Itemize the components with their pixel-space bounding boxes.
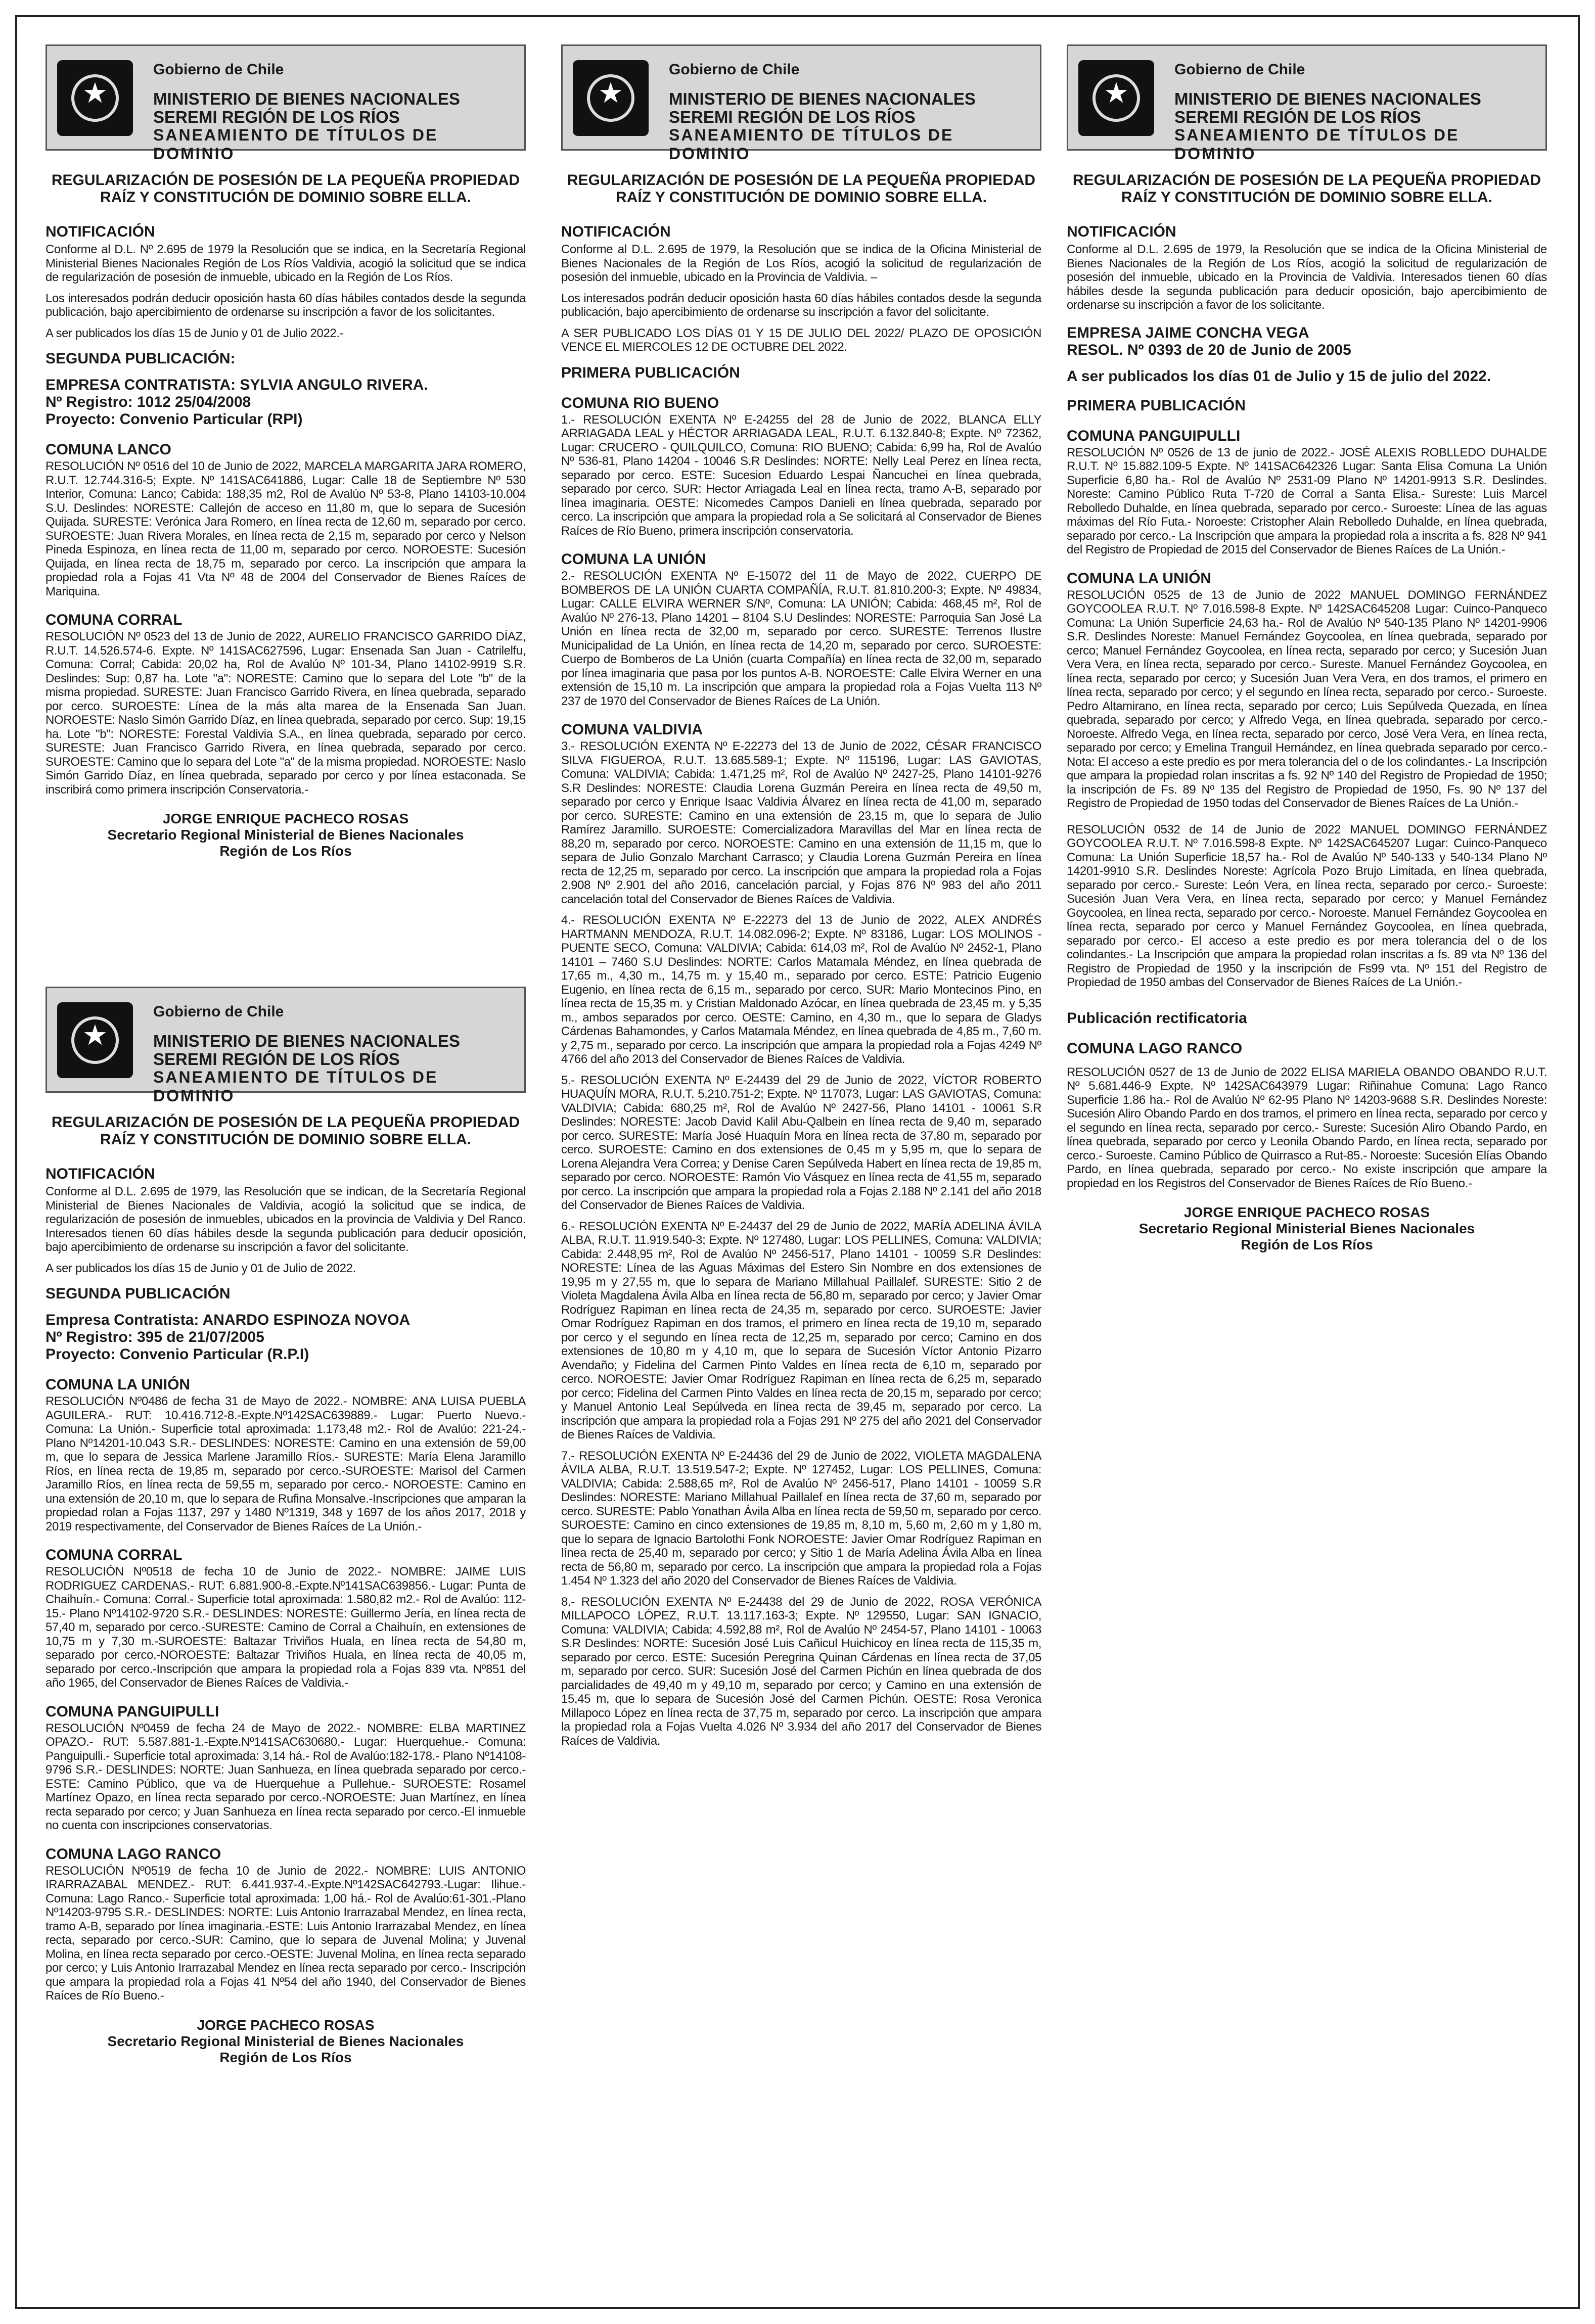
column-2 [561, 44, 1041, 1755]
dates-text: A ser publicados los días 15 de Junio y 01 de Julio 2022.- [45, 326, 344, 340]
publication-heading: PRIMERA PUBLICACIÓN [561, 364, 740, 381]
column-1-top [45, 44, 526, 859]
publication-heading: PRIMERA PUBLICACIÓN [1067, 397, 1246, 414]
gov-header [45, 987, 526, 1105]
notif-text: Conforme al D.L. 2.695 de 1979, las Resolución que se indican, de la Secretaría Regional Ministerial de Bienes Nacionales de Valdivia, acogió la solicitud que se indica, de regularización de posesión de inmuebles, ubicados en la provincia de Valdivia y Del Ranco. Interesados tienen 60 días hábiles desde la segunda publicación para deducir oposición, bajo apercibimiento de ordenarse su inscripción a favor del solicitante. [45, 1185, 526, 1254]
resolution-text: RESOLUCIÓN Nº 0523 del 13 de Junio de 2022, AURELIO FRANCISCO GARRIDO DÍAZ, R.U.T. 14.526.574-6. Expte. Nº 141SAC627596, Lugar: Ensenada San Juan - Catrilelfu, Comuna: Corral; Cabida: 20,02 ha, Rol de Avalúo Nº 101-34, Plano 14102-9919 S.R. Deslindes: Sup: 0,87 ha. Lote "a": NORESTE: Camino que lo separa del Lote "b" de la misma propiedad. SURESTE: Juan Francisco Garrido Rivera, en línea quebrada, separado por cerco. SUROESTE: Línea de la más alta marea de la Ensenada San Juan. NOROESTE: Naslo Simón Garrido Díaz, en línea quebrada, separado por cerco. Sup: 19,15 ha. Lote "b": NORESTE: Forestal Valdivia S.A., en línea quebrada, separado por cerco. SURESTE: Juan Francisco Garrido Rivera, en línea quebrada, separado por cerco. SUROESTE: Camino que lo separa del Lote "a" de la misma propiedad. NOROESTE: Naslo Simón Garrido Díaz, en línea quebrada, separado por cerco y por línea estaconada. Se inscribirá como primera inscripción Conservatoria.- [45, 630, 526, 797]
contractor-registry: Nº Registro: 395 de 21/07/2005 [45, 1329, 264, 1345]
oposicion-text: Los interesados podrán deducir oposición hasta 60 días hábiles contados desde la segunda publicación, bajo apercibimiento de ordenarse su inscripción a favor del solicitante. [561, 291, 1041, 319]
notif-heading: NOTIFICACIÓN [561, 223, 671, 240]
comuna-heading: COMUNA LA UNIÓN [561, 551, 706, 568]
publication-heading: SEGUNDA PUBLICACIÓN [45, 1285, 231, 1302]
resolution-text: RESOLUCIÓN 0525 de 13 de Junio de 2022 MANUEL DOMINGO FERNÁNDEZ GOYCOOLEA R.U.T. Nº 7.016.598-8 Expte. Nº 142SAC645208 Lugar: Cuinco-Panqueco Comuna: La Unión Superficie 24,63 ha.- Rol de Avalúo Nº 540-135 Plano Nº 14201-9906 S.R. Deslindes Noreste: Manuel Fernández Goycoolea, en línea quebrada, separado por cerco; Manuel Fernández Goycoolea, en línea recta, separado por cerco; y Sucesión Juan Vera Vera, en línea recta, separado por cerco.- Sureste. Manuel Fernández Goycoolea, en línea recta, separado por cerco; y Sucesión Juan Vera Vera, en dos tramos, el primero en línea recta, separado por cerco; y el segundo en línea recta, separado por cerco.- Suroeste. Pedro Altamirano, en línea recta, separado por cerco; Luis Sepúlveda Quezada, en línea quebrada, separado por cerco; y Alfredo Vega, en línea quebrada, separado por cerco.- Noroeste. Alfredo Vega, en línea recta, separado por cerco, José Vera Vera, en línea recta, separado por cerco; y Emelina Tranguil Hernández, en línea quebrada separado por cerco.- Nota: El acceso a este predio es por mera tolerancia del o de los colindantes.- La Inscripción que ampara la propiedad rolan inscritas a fs. 92 Nº 140 del Registro de Propiedad de 1950; la inscripción de Fs. 89 Nº 135 del Registro de Propiedad de 1950, Fs. 90 Nº 137 del Registro de Propiedad de 1950 todas del Conservador de Bienes Raíces de La Unión.- [1067, 588, 1547, 810]
contractor-name: Empresa Contratista: ANARDO ESPINOZA NOVOA [45, 1312, 411, 1328]
gov-label: Gobierno de Chile [153, 61, 284, 78]
signer-name: JORGE ENRIQUE PACHECO ROSAS [162, 811, 409, 826]
signer-title: Secretario Regional Ministerial de Bienes Nacionales [107, 827, 464, 843]
ministry-label: MINISTERIO DE BIENES NACIONALES [153, 1032, 460, 1050]
comuna-heading: COMUNA VALDIVIA [561, 721, 703, 738]
gov-header [561, 44, 1041, 163]
comuna-heading: COMUNA CORRAL [45, 612, 183, 628]
signer-title: Secretario Regional Ministerial de Bienes Nacionales [107, 2033, 464, 2049]
notice-title: REGULARIZACIÓN DE POSESIÓN DE LA PEQUEÑA PROPIEDAD RAÍZ Y CONSTITUCIÓN DE DOMINIO SOBRE ELLA. [51, 1114, 520, 1148]
signer-region: Región de Los Ríos [219, 843, 352, 859]
comuna-heading: COMUNA PANGUIPULLI [1067, 427, 1241, 444]
notif-text: Conforme al D.L. 2.695 de 1979, la Resolución que se indica de la Oficina Ministerial de Bienes Nacionales de la Región de Los Ríos, acogió la solicitud de regularización de posesión del inmueble, ubicado en la Provincia de Valdivia. – [561, 243, 1041, 284]
resolution-text: 4.- RESOLUCIÓN EXENTA Nº E-22273 del 13 de Junio de 2022, ALEX ANDRÉS HARTMANN MENDOZA, R.U.T. 14.082.096-2; Expte. Nº 83186, Lugar: LOS MOLINOS - PUENTE SECO, Comuna: VALDIVIA; Cabida: 614,03 m², Rol de Avalúo Nº 2452-1, Plano 14101 – 7460 S.U Deslindes: NORTE: Carlos Matamala Méndez, en línea quebrada de 17,65 m., 4,30 m., 14,75 m. y 15,40 m., separado por cerco. ESTE: Patricio Eugenio Eugenio, en línea recta de 6,15 m., separado por cerco. SUR: Mario Montecinos Pino, en línea recta de 15,35 m. y Cristian Maldonado Azócar, en línea quebrada de 23,45 m. y 5,35 m., ambos separados por cerco. OESTE: Camino, en 4,30 m., que lo separa de Gladys Cárdenas Bahamondes, y Carlos Matamala Méndez, en línea quebrada de 4,85 m., 7,60 m. y 2,75 m., separado por cerco. La inscripción que ampara la propiedad rola a Fojas 4249 Nº 4766 del año 2013 del Conservador de Bienes Raíces de Valdivia. [561, 913, 1041, 1066]
signer-name: JORGE PACHECO ROSAS [197, 2017, 375, 2033]
contractor-project: Proyecto: Convenio Particular (RPI) [45, 411, 303, 428]
resolution-text: 1.- RESOLUCIÓN EXENTA Nº E-24255 del 28 de Junio de 2022, BLANCA ELLY ARRIAGADA LEAL y HÉCTOR ARRIAGADA LEAL, R.U.T. 6.132.840-8; Expte. Nº 72362, Lugar: CRUCERO - QUILQUILCO, Comuna: RIO BUENO; Cabida: 6,99 ha, Rol de Avalúo Nº 536-81, Plano 14204 - 10046 S.R Deslindes: NORTE: Nelly Leal Perez en línea recta, separado por cerco. ESTE: Sucesion Eduardo Lespai Ñancuchei en línea quebrada, separado por cerco. SUR: Hector Arriagada Leal en línea recta, tramo A-B, separado por línea imaginaria. OESTE: Nicomedes Campos Danieli en línea quebrada, separado por cerco. La inscripción que ampara la propiedad rola a Se solicitará al Conservador de Bienes Raíces de Río Bueno, primera inscripción conservatoria. [561, 412, 1041, 538]
signature-block [1067, 1204, 1547, 1253]
comuna-heading: COMUNA LA UNIÓN [1067, 570, 1212, 587]
comuna-heading: COMUNA LAGO RANCO [45, 1845, 221, 1863]
gov-label: Gobierno de Chile [669, 61, 800, 78]
notif-heading: NOTIFICACIÓN [1067, 223, 1176, 240]
signature-block [45, 811, 526, 859]
resolution-text: RESOLUCIÓN Nº 0516 del 10 de Junio de 2022, MARCELA MARGARITA JARA ROMERO, R.U.T. 12.744.316-5; Expte. Nº 141SAC641886, Lugar: Calle 18 de Septiembre Nº 530 Interior, Comuna: Lanco; Cabida: 188,35 m2, Rol de Avalúo Nº 53-8, Plano 14103-10.004 S.U. Deslindes: NORESTE: Callejón de acceso en 11,80 m, que lo separa de Sucesión Quijada. SURESTE: Verónica Jara Romero, en línea recta de 12,60 m, separado por cerco. SUROESTE: Juan Rivera Morales, en línea recta de 2,15 m, separado por cerco y Nelson Pineda Espinoza, en línea recta de 11,00 m, separado por cerco. NOROESTE: Sucesión Quijada, en línea recta de 18,75 m, separado por cerco. La inscripción que ampara la propiedad rola a Fojas 41 Vta Nº 48 de 2004 del Conservador de Bienes Raíces de Mariquina. [45, 459, 526, 598]
contractor-resolution: RESOL. Nº 0393 de 20 de Junio de 2005 [1067, 341, 1351, 358]
notif-text: Conforme al D.L. 2.695 de 1979, la Resolución que se indica de la Oficina Ministerial de Bienes Nacionales de la Región de Los Ríos, acogió la solicitud de regularización de posesión del inmueble, ubicado en la Provincia de Valdivia. Interesados tienen 60 días hábiles desde la segunda publicación para deducir oposición, bajo apercibimiento de ordenarse su inscripción a favor de los solicitante. [1067, 243, 1547, 312]
chile-crest-icon: ★ [1078, 60, 1154, 136]
publication-heading: SEGUNDA PUBLICACIÓN: [45, 350, 236, 367]
ministry-label: MINISTERIO DE BIENES NACIONALES [669, 89, 976, 108]
notif-text: Conforme al D.L. Nº 2.695 de 1979 la Resolución que se indica, en la Secretaría Regional Ministerial Bienes Nacionales Región de Los Ríos Valdivia, acogió la solicitud que se indica de regularización de posesión de inmueble, ubicado en la Región de Los Ríos. [45, 243, 526, 284]
seremi-label: SEREMI REGIÓN DE LOS RÍOS [1174, 108, 1421, 126]
gov-label: Gobierno de Chile [1174, 61, 1305, 78]
gov-header [45, 44, 526, 163]
resolution-text: 3.- RESOLUCIÓN EXENTA Nº E-22273 del 13 de Junio de 2022, CÉSAR FRANCISCO SILVA FIGUEROA, R.U.T. 13.685.589-1; Expte. Nº 115196, Lugar: LAS GAVIOTAS, Comuna: VALDIVIA; Cabida: 1.471,25 m², Rol de Avalúo Nº 2427-25, Plano 14101-9276 S.R Deslindes: NORESTE: Claudia Lorena Guzmán Pereira en línea recta de 49,50 m, separado por cerco y Enrique Isaac Valdivia Álvarez en línea recta de 41,00 m, separado por cerco. SURESTE: Camino en una extensión de 23,15 m, que lo separa de Julio Ramírez Jaramillo. SUROESTE: Comercializadora Maravillas del Mar en línea recta de 88,20 m, separado por cerco. NOROESTE: Camino en una extensión de 11,15 m, que lo separa de Julio Gonzalo Marchant Carrasco; y Claudia Lorena Guzmán Pereira en línea recta de 12,25 m, separado por cerco. La inscripción que ampara la propiedad rola a Fojas 2.908 Nº 2.901 del año 2016, cancelación parcial, y Fojas 876 Nº 983 del año 2011 cancelación total del Conservador de Bienes Raíces de Valdivia. [561, 739, 1041, 906]
resolution-text: 8.- RESOLUCIÓN EXENTA Nº E-24438 del 29 de Junio de 2022, ROSA VERÓNICA MILLAPOCO LÓPEZ, R.U.T. 13.117.163-3; Expte. Nº 129550, Lugar: SAN IGNACIO, Comuna: VALDIVIA; Cabida: 4.592,88 m², Rol de Avalúo Nº 2454-57, Plano 14101 - 10063 S.R Deslindes: NORTE: Sucesión José Luis Cañicul Huichicoy en línea recta de 115,35 m, separado por cerco. ESTE: Sucesión Peregrina Quinan Cárdenas en línea recta de 37,05 m, separado por cerco. SUR: Sucesión José del Carmen Pichún en línea quebrada de dos parcialidades de 49,40 m y 49,10 m, separado por cerco; y Camino en una extensión de 15,45 m, que lo separa de Sucesión José del Carmen Pichún. OESTE: Rosa Veronica Millapoco López en línea recta de 37,75 m, separado por cerco. La inscripción que ampara la propiedad rola a Fojas Vuelta 4.026 Nº 3.934 del año 2017 del Conservador de Bienes Raíces de Valdivia. [561, 1595, 1041, 1748]
notif-heading: NOTIFICACIÓN [45, 223, 155, 240]
resolution-text: 2.- RESOLUCIÓN EXENTA Nº E-15072 del 11 de Mayo de 2022, CUERPO DE BOMBEROS DE LA UNIÓN CUARTA COMPAÑÍA, R.U.T. 81.810.200-3; Expte. Nº 49834, Lugar: CALLE ELVIRA WERNER S/Nº, Comuna: LA UNIÓN; Cabida: 468,45 m², Rol de Avalúo Nº 276-13, Plano 14201 – 8104 S.U Deslindes: NORESTE: Parroquia San José La Unión en línea recta de 32,00 m, separado por cerco. SURESTE: Terrenos Ilustre Municipalidad de La Unión, en línea recta de 14,20 m, separado por cerco. SUROESTE: Cuerpo de Bomberos de La Unión (cuarta Compañía) en línea recta de 32,00 m, separado por línea imaginaria que pasa por los puntos A-B. NOROESTE: Calle Elvira Werner en una extensión de 15,10 m. La inscripción que ampara la propiedad rola a Fojas Vuelta 113 Nº 237 de 1970 del Conservador de Bienes Raíces de La Unión. [561, 569, 1041, 708]
signer-region: Región de Los Ríos [219, 2049, 352, 2065]
chile-crest-icon: ★ [57, 60, 133, 136]
program-label: SANEAMIENTO DE TÍTULOS DE DOMINIO [153, 126, 438, 163]
program-label: SANEAMIENTO DE TÍTULOS DE DOMINIO [153, 1068, 438, 1105]
signer-name: JORGE ENRIQUE PACHECO ROSAS [1183, 1204, 1430, 1220]
gov-label: Gobierno de Chile [153, 1003, 284, 1020]
notice-title: REGULARIZACIÓN DE POSESIÓN DE LA PEQUEÑA PROPIEDAD RAÍZ Y CONSTITUCIÓN DE DOMINIO SOBRE ELLA. [51, 172, 520, 206]
resolution-text: RESOLUCIÓN 0532 de 14 de Junio de 2022 MANUEL DOMINGO FERNÁNDEZ GOYCOOLEA R.U.T. Nº 7.016.598-8 Expte. Nº 142SAC645207 Lugar: Cuinco-Panqueco Comuna: La Unión Superficie 18,57 ha.- Rol de Avalúo Nº 540-133 y 540-134 Plano Nº 14201-9910 S.R. Deslindes Noreste: Agrícola Pozo Brujo Limitada, en línea quebrada, separado por cerco.- Sureste: León Vera, en línea recta, separado por cerco.- Suroeste: Sucesión Juan Vera Vera, en línea recta, separado por cerco; y Manuel Fernández Goycoolea, en línea recta, separado por cerco.- Noroeste. Manuel Fernández Goycoolea en línea recta, separado por cerco y Manuel Fernández Goycoolea, en línea quebrada, separado por cerco.- El acceso a este predio es por mera tolerancia del o de los colindantes.- La Inscripción que ampara la propiedad rolan inscritas a fs. 89 vta Nº 136 del Registro de Propiedad de 1950 y la inscripción de Fs99 vta. Nº 151 del Registro de Propiedad de 1950 ambas del Conservador de Bienes Raíces de La Unión.- [1067, 822, 1547, 989]
dates-text: A ser publicados los días 15 de Junio y 01 de Julio de 2022. [45, 1261, 356, 1275]
ministry-label: MINISTERIO DE BIENES NACIONALES [1174, 89, 1481, 108]
column-1-bottom [45, 987, 526, 2066]
resolution-text: 5.- RESOLUCIÓN EXENTA Nº E-24439 del 29 de Junio de 2022, VÍCTOR ROBERTO HUAQUÍN MORA, R.U.T. 5.210.751-2; Expte. Nº 117073, Lugar: LAS GAVIOTAS, Comuna: VALDIVIA; Cabida: 680,25 m², Rol de Avalúo Nº 2427-56, Plano 14101 - 10061 S.R Deslindes: NORESTE: Jacob David Kalil Abu-Qalbein en línea recta de 9,40 m, separado por cerco. SURESTE: María José Huaquín Mora en línea recta de 37,80 m, separado por cerco. SUROESTE: Camino en dos extensiones de 0,45 m y 5,95 m, que lo separa de Lorena Alejandra Vera Correa; y Denise Caren Sepúlveda Habert en línea recta de 19,85 m, separado por cerco. NOROESTE: Ramón Vio Vásquez en línea recta de 41,55 m, separado por cerco. La inscripción que ampara la propiedad rola a Fojas 2.188 Nº 2.141 del año 2018 del Conservador de Bienes Raíces de Valdivia. [561, 1073, 1041, 1212]
contractor-name: EMPRESA JAIME CONCHA VEGA [1067, 324, 1309, 341]
column-3 [1067, 44, 1547, 1253]
oposicion-text: Los interesados podrán deducir oposición hasta 60 días hábiles contados desde la segunda publicación, bajo apercibimiento de ordenarse su inscripción a favor de los solicitantes. [45, 291, 526, 319]
resolution-text: 6.- RESOLUCIÓN EXENTA Nº E-24437 del 29 de Junio de 2022, MARÍA ADELINA ÁVILA ALBA, R.U.T. 11.919.540-3; Expte. Nº 127480, Lugar: LOS PELLINES, Comuna: VALDIVIA; Cabida: 2.448,95 m², Rol de Avalúo Nº 2456-517, Plano 14101 - 10059 S.R Deslindes: NORESTE: Línea de las Aguas Máximas del Estero Sin Nombre en dos extensiones de 19,95 m y 27,55 m, que lo separa de Mariano Millahual Paillalef. SURESTE: Sitio 2 de Violeta Magdalena Ávila Alba en línea recta de 56,80 m, separado por cerco; y Javier Omar Rodríguez Rapiman en línea recta de 24,35 m, separado por cerco. SUROESTE: Javier Omar Rodríguez Rapiman en dos tramos, el primero en línea recta de 19,10 m, separado por cerco y el segundo en línea recta de 12,25 m, separado por cerco; Camino en dos extensiones de 10,80 m y 4,10 m, que lo separa de Sucesión Víctor Antonio Pizarro Avendaño; y Fidelina del Carmen Pinto Valdes en línea recta de 6,10 m, separado por cerco. NOROESTE: Javier Omar Rodríguez Rapiman en línea recta de 6,25 m, separado por cerco; Fidelina del Carmen Pinto Valdes en línea recta de 20,15 m, separado por cerco; y Manuel Antonio Leal Sepúlveda en línea recta de 39,45 m, separado por cerco. La inscripción que ampara la propiedad rola a Fojas 291 Nº 275 del año 2021 del Conservador de Bienes Raíces de Valdivia. [561, 1219, 1041, 1442]
signer-title: Secretario Regional Ministerial Bienes Nacionales [1138, 1221, 1475, 1236]
contractor-project: Proyecto: Convenio Particular (R.P.I) [45, 1346, 309, 1363]
resolution-text: RESOLUCIÓN Nº0459 de fecha 24 de Mayo de 2022.- NOMBRE: ELBA MARTINEZ OPAZO.- RUT: 5.587.881-1.-Expte.Nº141SAC630680.- Lugar: Huerquehue.- Comuna: Panguipulli.- Superficie total aproximada: 3,14 há.- Rol de Avalúo:182-178.- Plano Nº14108-9796 S.R.- DESLINDES: NORTE: Juan Sanhueza, en línea quebrada separado por cerco.-ESTE: Camino Público, que va de Huerquehue a Pullehue.- SUROESTE: Rosamel Martínez Opazo, en línea recta separado por cerco.-NOROESTE: Juan Martínez, en línea recta separado por cerco; y Juan Sanhueza en línea recta separado por cerco.-El inmueble no cuenta con inscripciones conservatorias. [45, 1721, 526, 1832]
notice-title: REGULARIZACIÓN DE POSESIÓN DE LA PEQUEÑA PROPIEDAD RAÍZ Y CONSTITUCIÓN DE DOMINIO SOBRE ELLA. [1072, 172, 1541, 206]
resolution-text: RESOLUCIÓN Nº0486 de fecha 31 de Mayo de 2022.- NOMBRE: ANA LUISA PUEBLA AGUILERA.- RUT: 10.416.712-8.-Expte.Nº142SAC639889.- Lugar: Puerto Nuevo.- Comuna: La Unión.- Superficie total aproximada: 1.173,48 m2.- Rol de Avalúo: 221-24.- Plano Nº14201-10.043 S.R.- DESLINDES: NORESTE: Camino en una extensión de 59,00 m, que lo separa de Jessica Marlene Jaramillo Ríos.- SURESTE: María Elena Jaramillo Ríos, en línea recta de 19,85 m, separado por cerco.-SUROESTE: Marisol del Carmen Jaramillo Ríos, en línea recta de 59,55 m, separado por cerco.- NOROESTE: Camino en una extensión de 20,10 m, que lo separa de Rufina Monsalve.-Inscripciones que amparan la propiedad rolan a Fojas 1137, 297 y 1480 Nº1319, 348 y 1697 de los años 2017, 2018 y 2019 respectivamente, del Conservador de Bienes Raíces de La Unión.- [45, 1395, 526, 1533]
rectification-heading: Publicación rectificatoria [1067, 1009, 1247, 1027]
notice-title: REGULARIZACIÓN DE POSESIÓN DE LA PEQUEÑA PROPIEDAD RAÍZ Y CONSTITUCIÓN DE DOMINIO SOBRE ELLA. [567, 172, 1036, 206]
seremi-label: SEREMI REGIÓN DE LOS RÍOS [153, 108, 400, 126]
resolution-text: RESOLUCIÓN 0527 de 13 de Junio de 2022 ELISA MARIELA OBANDO OBANDO R.U.T. Nº 5.681.446-9 Expte. Nº 142SAC643979 Lugar: Riñinahue Comuna: Lago Ranco Superficie 1.86 ha.- Rol de Avalúo Nº 62-95 Plano Nº 14203-9688 S.R. Deslindes Noreste: Sucesión Aliro Obando Pardo en dos tramos, el primero en línea recta, separado por cerco y el segundo en línea recta, separado por cerco.- Sureste: Sucesión Aliro Obando Pardo, en línea quebrada, separado por cerco y Leonila Obando Pardo, en línea recta, separado por cerco.- Suroeste. Camino Público de Quirrasco a Rut-85.- Noroeste: Sucesión Elías Obando Pardo, en línea quebrada, separado por cerco.- No existe inscripción que ampare la propiedad en los Registros del Conservador de Bienes Raíces de Río Bueno.- [1067, 1065, 1547, 1190]
chile-crest-icon: ★ [57, 1002, 133, 1078]
signature-block [45, 2017, 526, 2066]
resolution-text: 7.- RESOLUCIÓN EXENTA Nº E-24436 del 29 de Junio de 2022, VIOLETA MAGDALENA ÁVILA ALBA, R.U.T. 13.519.547-2; Expte. Nº 127452, Lugar: LOS PELLINES, Comuna: VALDIVIA; Cabida: 2.588,65 m², Rol de Avalúo Nº 2456-517, Plano 14101 - 10059 S.R Deslindes: NORESTE: Mariano Millahual Paillalef en línea recta de 37,60 m, separado por cerco. SURESTE: Pablo Yonathan Ávila Alba en línea recta de 59,50 m, separado por cerco. SUROESTE: Camino en cinco extensiones de 19,85 m, 8,10 m, 5,60 m, 2,60 m y 1,80 m, que lo separa de Ignacio Bartolothi Fonk NOROESTE: Javier Omar Rodríguez Rapiman en línea recta de 25,40 m, separado por cerco; y Sitio 1 de María Adelina Ávila Alba en línea recta de 56,80 m, separado por cerco. La inscripción que ampara la propiedad rola a Fojas 1.454 Nº 1.323 del año 2020 del Conservador de Bienes Raíces de Valdivia. [561, 1449, 1041, 1588]
ministry-label: MINISTERIO DE BIENES NACIONALES [153, 89, 460, 108]
contractor-name: EMPRESA CONTRATISTA: SYLVIA ANGULO RIVERA. [45, 377, 428, 393]
gov-header [1067, 44, 1547, 163]
program-label: SANEAMIENTO DE TÍTULOS DE DOMINIO [669, 126, 954, 163]
resolution-text: RESOLUCIÓN Nº 0526 de 13 de junio de 2022.- JOSÉ ALEXIS ROBLLEDO DUHALDE R.U.T. Nº 15.882.109-5 Expte. Nº 141SAC642326 Lugar: Santa Elisa Comuna La Unión Superficie 6,80 ha.- Rol de Avalúo Nº 2531-09 Plano Nº 14201-9913 S.R. Deslindes. Noreste: Camino Público Ruta T-720 de Corral a Santa Elisa.- Sureste: Luis Marcel Rebolledo Duhalde, en línea quebrada, separado por cerco.- Suroeste: Línea de las aguas máximas del Río Futa.- Noroeste: Cristopher Alain Rebolledo Duhalde, en línea quebrada, separado por cerco.- La Inscripción que ampara la propiedad rola a inscrita a fs. 828 Nº 941 del Registro de Propiedad de 2015 del Conservador de Bienes Raíces de La Unión.- [1067, 445, 1547, 556]
comuna-heading: COMUNA LA UNIÓN [45, 1376, 191, 1393]
resolution-text: RESOLUCIÓN Nº0518 de fecha 10 de Junio de 2022.- NOMBRE: JAIME LUIS RODRIGUEZ CARDENAS.- RUT: 6.881.900-8.-Expte.Nº141SAC639856.- Lugar: Punta de Chaihuín.- Comuna: Corral.- Superficie total aproximada: 1.580,82 m2.- Rol de Avalúo: 112-15.- Plano Nº14102-9720 S.R.- DESLINDES: NORESTE: Guillermo Jería, en línea recta de 57,40 m, separado por cerco.-SURESTE: Camino de Corral a Chaihuín, en extensiones de 10,75 m y 7,30 m.-SUROESTE: Baltazar Triviños Huala, en línea recta de 54,80 m, separado por cerco.-NOROESTE: Baltazar Triviños Huala, en línea recta de 40,05 m, separado por cerco.-Inscripción que ampara la propiedad rola a Fojas 839 vta. Nº851 del año 1965, del Conservador de Bienes Raíces de Valdivia.- [45, 1565, 526, 1690]
dates-text: A SER PUBLICADO LOS DÍAS 01 Y 15 DE JULIO DEL 2022/ PLAZO DE OPOSICIÓN VENCE EL MIERCOLES 12 DE OCTUBRE DEL 2022. [561, 326, 1041, 354]
contractor-registry: Nº Registro: 1012 25/04/2008 [45, 394, 251, 410]
program-label: SANEAMIENTO DE TÍTULOS DE DOMINIO [1174, 126, 1460, 163]
dates-text: A ser publicados los días 01 de Julio y 15 de julio del 2022. [1067, 367, 1491, 385]
comuna-heading: COMUNA PANGUIPULLI [45, 1703, 219, 1720]
comuna-heading: COMUNA CORRAL [45, 1547, 183, 1563]
comuna-heading: COMUNA LANCO [45, 441, 171, 458]
seremi-label: SEREMI REGIÓN DE LOS RÍOS [669, 108, 916, 126]
signer-region: Región de Los Ríos [1241, 1237, 1373, 1252]
comuna-heading: COMUNA LAGO RANCO [1067, 1040, 1243, 1057]
comuna-heading: COMUNA RIO BUENO [561, 394, 719, 411]
seremi-label: SEREMI REGIÓN DE LOS RÍOS [153, 1050, 400, 1068]
chile-crest-icon: ★ [573, 60, 649, 136]
resolution-text: RESOLUCIÓN Nº0519 de fecha 10 de Junio de 2022.- NOMBRE: LUIS ANTONIO IRARRAZABAL MENDEZ.- RUT: 6.441.937-4.-Expte.Nº142SAC642793.-Lugar: Ilihue.- Comuna: Lago Ranco.- Superficie total aproximada: 1,00 há.- Rol de Avalúo:61-301.-Plano Nº14203-9795 S.R.- DESLINDES: NORTE: Luis Antonio Irarrazabal Mendez, en línea recta, tramo A-B, separado por línea imaginaria.-ESTE: Luis Antonio Irarrazabal Mendez, en línea recta, separado por cerco.-SUR: Camino, que lo separa de Juvenal Molina; y Juvenal Molina, en línea recta separado por cerco.-OESTE: Juvenal Molina, en línea recta separado por cerco; y Luis Antonio Irarrazabal Mendez en línea recta separado por cerco.- Inscripción que ampara la propiedad rola a Fojas 41 Nº54 del año 1940, del Conservador de Bienes Raíces de Río Bueno.- [45, 1864, 526, 2003]
notif-heading: NOTIFICACIÓN [45, 1166, 155, 1182]
